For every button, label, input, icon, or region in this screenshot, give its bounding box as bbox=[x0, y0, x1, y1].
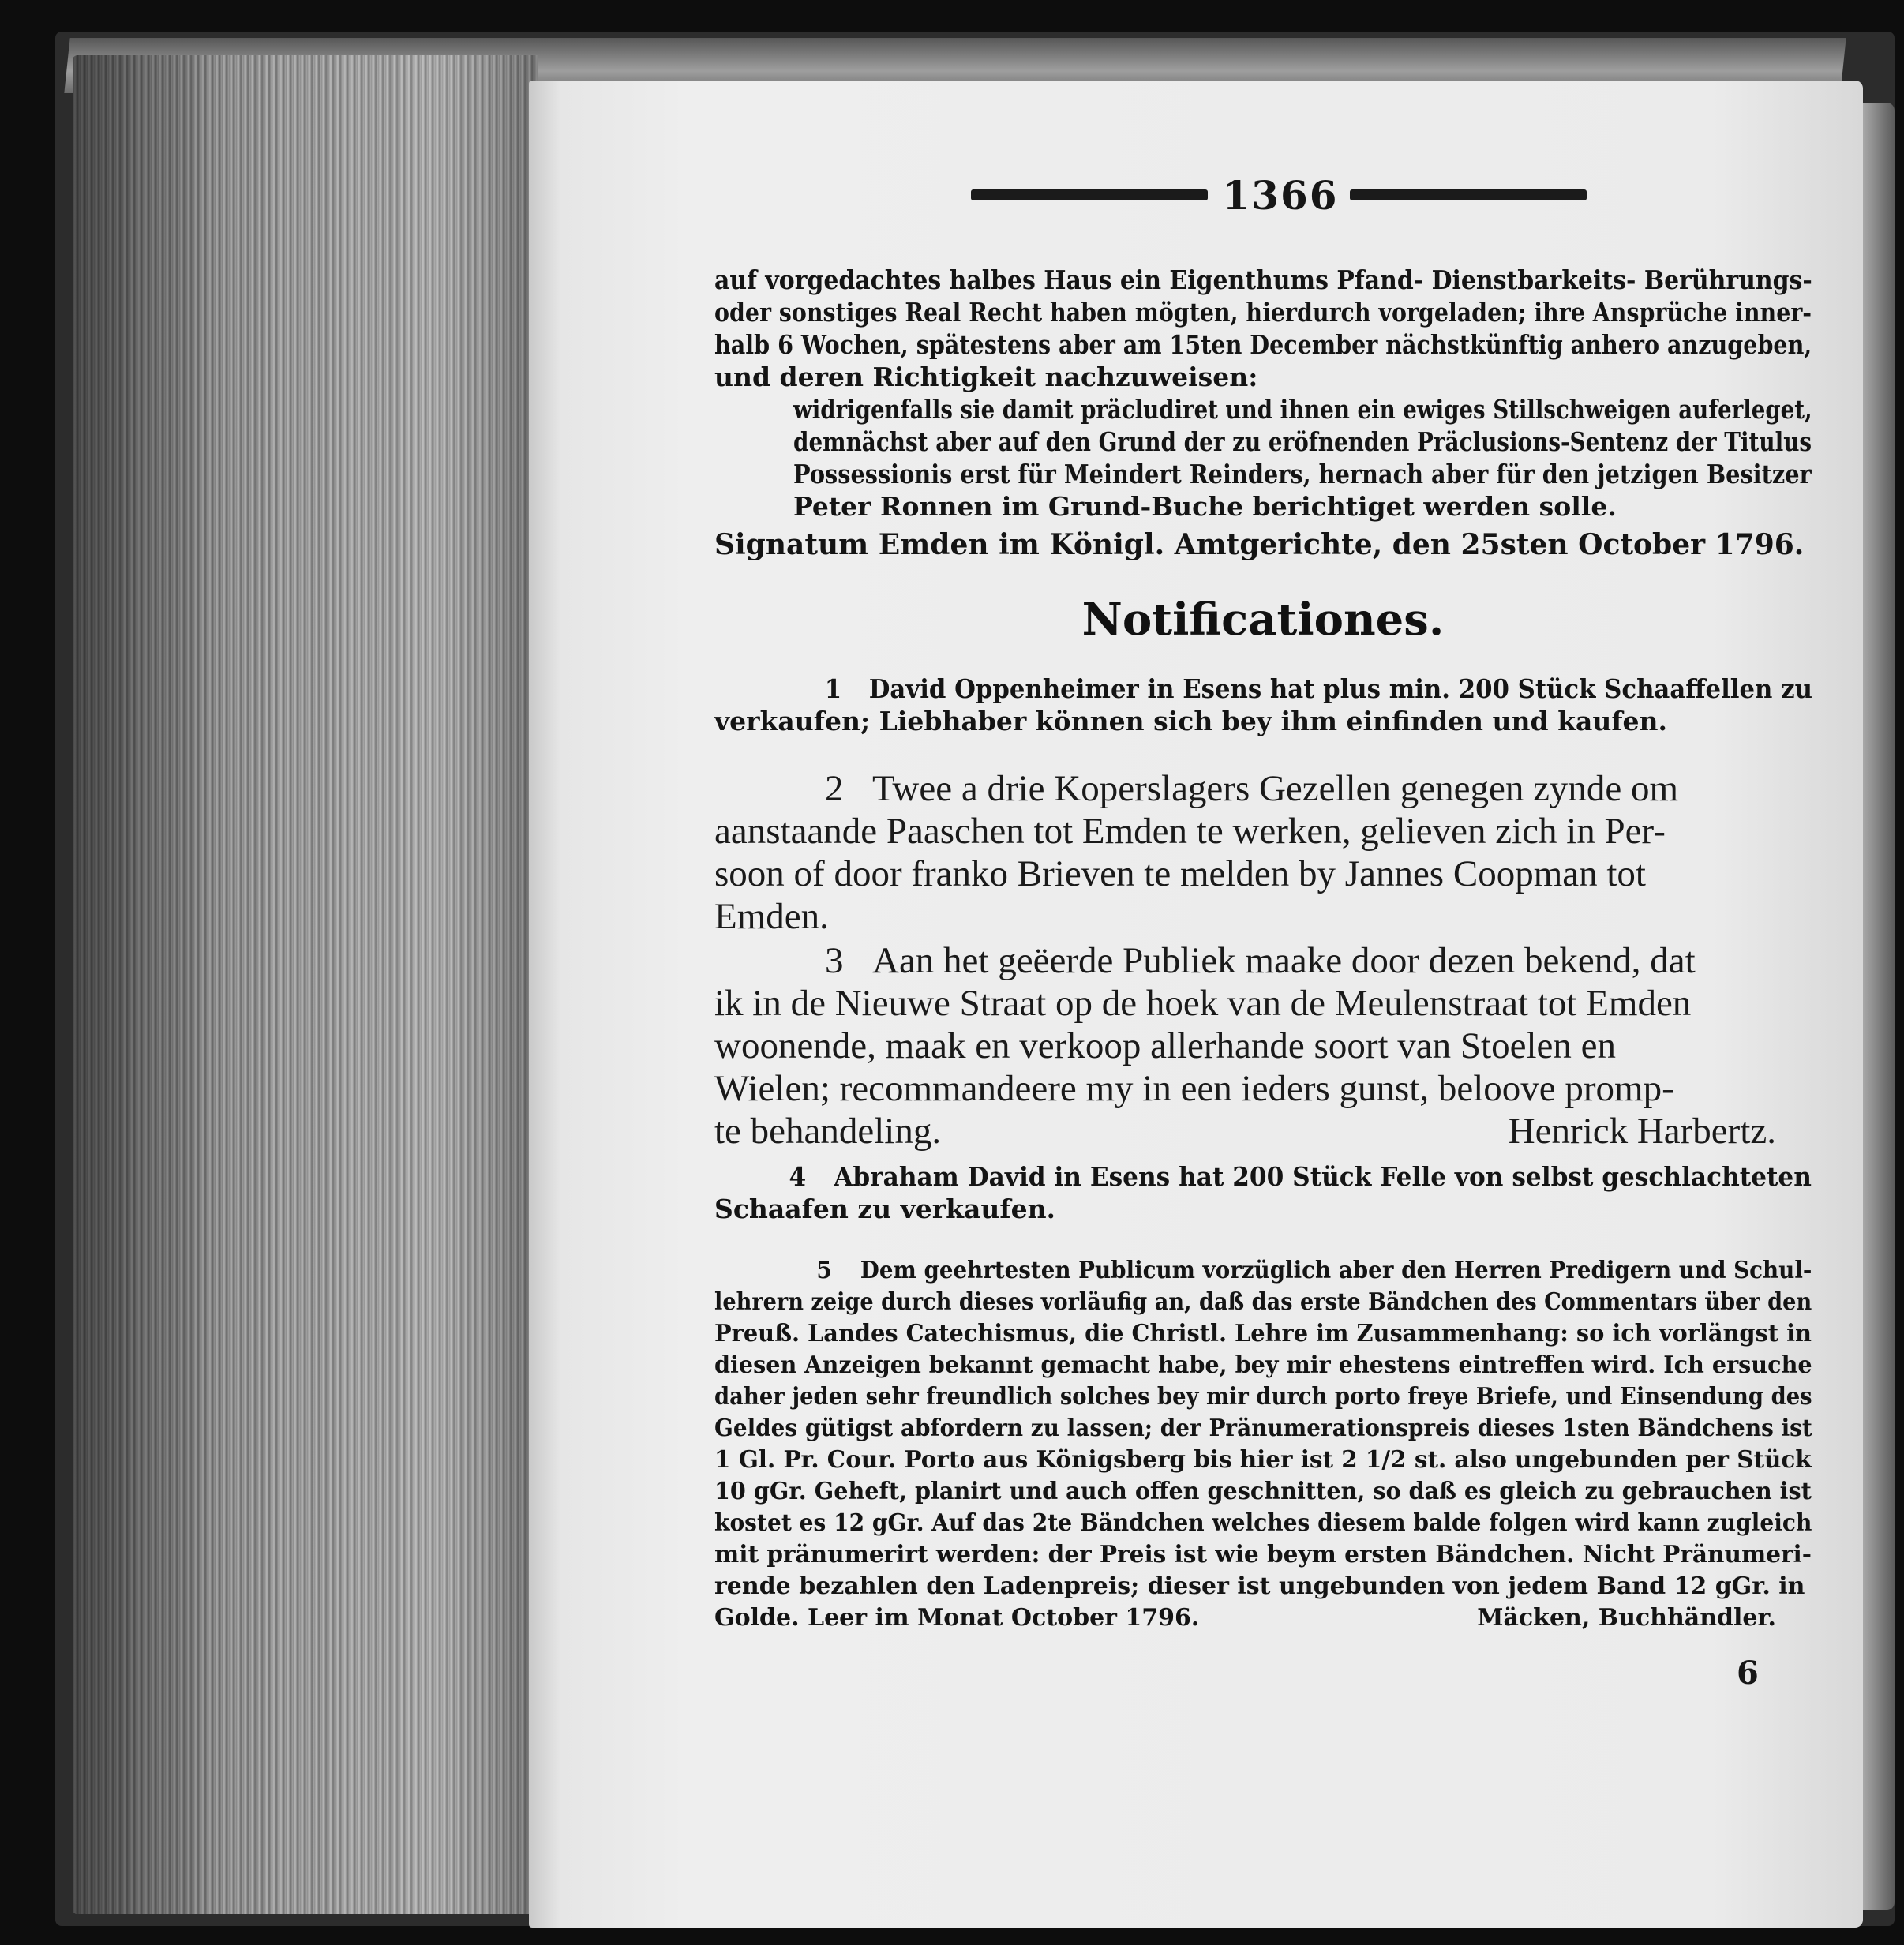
notice-text: David Oppenheimer in Esens hat plus min. 200 Stück Schaaffellen zu bbox=[868, 673, 1812, 704]
text-line: Preuß. Landes Catechismus, die Christl. Lehre im Zusammenhang: so ich vorlängst in bbox=[714, 1320, 1812, 1347]
section-heading: Notificationes. bbox=[1081, 594, 1445, 646]
notice-text: Abraham David in Esens hat 200 Stück Felle von selbst geschlachteten bbox=[834, 1161, 1812, 1192]
catchword: 6 bbox=[1737, 1655, 1759, 1692]
notice-text: Aan het geëerde Publiek maake door dezen bekend, dat bbox=[872, 940, 1696, 981]
text-line: auf vorgedachtes halbes Haus ein Eigenthums Pfand- Dienstbarkeits- Berührungs- bbox=[714, 264, 1812, 295]
notice-text: Golde. Leer im Monat October 1796. bbox=[714, 1604, 1200, 1632]
text-line: ik in de Nieuwe Straat op de hoek van de Meulenstraat tot Emden bbox=[714, 983, 1692, 1024]
notice-1 bbox=[714, 673, 1812, 737]
text-line: daher jeden sehr freundlich solches bey mir durch porto freye Briefe, und Einsendung des bbox=[714, 1383, 1812, 1411]
notice-number: 2 bbox=[825, 768, 844, 809]
text-line: Possessionis erst für Meindert Reinders, hernach aber für den jetzigen Besitzer bbox=[793, 459, 1812, 489]
text-line: mit pränumerirt werden: der Preis ist wie beym ersten Bändchen. Nicht Pränumeri- bbox=[714, 1541, 1812, 1568]
text-line: Peter Ronnen im Grund-Buche berichtiget werden solle. bbox=[793, 491, 1617, 522]
text-line: Signatum Emden im Königl. Amtgerichte, den 25sten October 1796. bbox=[714, 528, 1805, 561]
notice-number: 3 bbox=[825, 940, 844, 981]
text-line: oder sonstiges Real Recht haben mögten, hierdurch vorgeladen; ihre Ansprüche inner- bbox=[714, 297, 1812, 328]
continuation-paragraph bbox=[714, 264, 1812, 393]
header-rule-right bbox=[1350, 189, 1587, 200]
page-fore-edge-shade bbox=[73, 55, 538, 1914]
hanging-paragraph bbox=[793, 393, 1812, 523]
notice-number: 1 bbox=[824, 673, 842, 704]
text-line: halb 6 Wochen, spätestens aber am 15ten December nächstkünftig anhero anzugeben, bbox=[714, 329, 1812, 360]
text-line bbox=[714, 1110, 1812, 1152]
notice-4 bbox=[714, 1160, 1812, 1225]
running-header bbox=[971, 172, 1587, 219]
text-line: Emden. bbox=[714, 896, 829, 937]
signature: Henrick Harbertz. bbox=[1508, 1111, 1776, 1152]
notice-number: 4 bbox=[789, 1161, 807, 1192]
text-line: diesen Anzeigen bekannt gemacht habe, bey mir ehestens eintreffen wird. Ich ersuche bbox=[714, 1351, 1812, 1379]
text-line: woonende, maak en verkoop allerhande soort van Stoelen en bbox=[714, 1025, 1616, 1066]
notice-5 bbox=[714, 1255, 1812, 1634]
text-line: Schaafen zu verkaufen. bbox=[714, 1194, 1056, 1224]
page-number: 1366 bbox=[1222, 172, 1339, 219]
text-line: kostet es 12 gGr. Auf das 2te Bändchen welches diesem balde folgen wird kann zugleich bbox=[714, 1509, 1812, 1537]
text-line bbox=[714, 1602, 1812, 1634]
signatum-line bbox=[714, 529, 1812, 561]
text-line: rende bezahlen den Ladenpreis; dieser ist ungebunden von jedem Band 12 gGr. in bbox=[714, 1572, 1805, 1600]
text-line bbox=[714, 767, 1812, 810]
text-line: soon of door franko Brieven te melden by Jannes Coopman tot bbox=[714, 853, 1646, 894]
notice-text: Twee a drie Koperslagers Gezellen genegen zynde om bbox=[872, 768, 1679, 809]
notice-3 bbox=[714, 939, 1812, 1152]
text-line: und deren Richtigkeit nachzuweisen: bbox=[714, 362, 1258, 392]
text-line: Wielen; recommandeere my in een ieders gunst, beloove promp- bbox=[714, 1068, 1674, 1109]
text-line: Geldes gütigst abfordern zu lassen; der Pränumerationspreis dieses 1sten Bändchens ist bbox=[714, 1415, 1812, 1442]
text-line: demnächst aber auf den Grund der zu eröfnenden Präclusions-Sentenz der Titulus bbox=[793, 426, 1812, 457]
text-line: 10 gGr. Geheft, planirt und auch offen geschnitten, so daß es gleich zu gebrauchen ist bbox=[714, 1478, 1812, 1505]
text-line: aanstaande Paaschen tot Emden te werken, gelieven zich in Per- bbox=[714, 811, 1666, 852]
header-rule-left bbox=[971, 189, 1208, 200]
text-line bbox=[714, 673, 1812, 705]
text-line: verkaufen; Liebhaber können sich bey ihm einfinden und kaufen. bbox=[714, 706, 1667, 736]
notice-text: Dem geehrtesten Publicum vorzüglich aber den Herren Predigern und Schul- bbox=[860, 1257, 1812, 1284]
text-line: widrigenfalls sie damit präcludiret und ihnen ein ewiges Stillschweigen auferleget, bbox=[793, 394, 1812, 425]
text-line bbox=[714, 1160, 1812, 1193]
notice-number: 5 bbox=[816, 1257, 832, 1284]
text-line: lehrern zeige durch dieses vorläufig an, daß das erste Bändchen des Commentars über den bbox=[714, 1288, 1812, 1316]
text-line bbox=[714, 939, 1812, 982]
text-line bbox=[714, 1255, 1812, 1287]
notice-text: te behandeling. bbox=[714, 1111, 942, 1152]
notice-2 bbox=[714, 767, 1812, 938]
signature: Mäcken, Buchhändler. bbox=[1477, 1604, 1776, 1632]
text-line: 1 Gl. Pr. Cour. Porto aus Königsberg bis hier ist 2 1/2 st. also ungebunden per Stück bbox=[714, 1446, 1812, 1474]
